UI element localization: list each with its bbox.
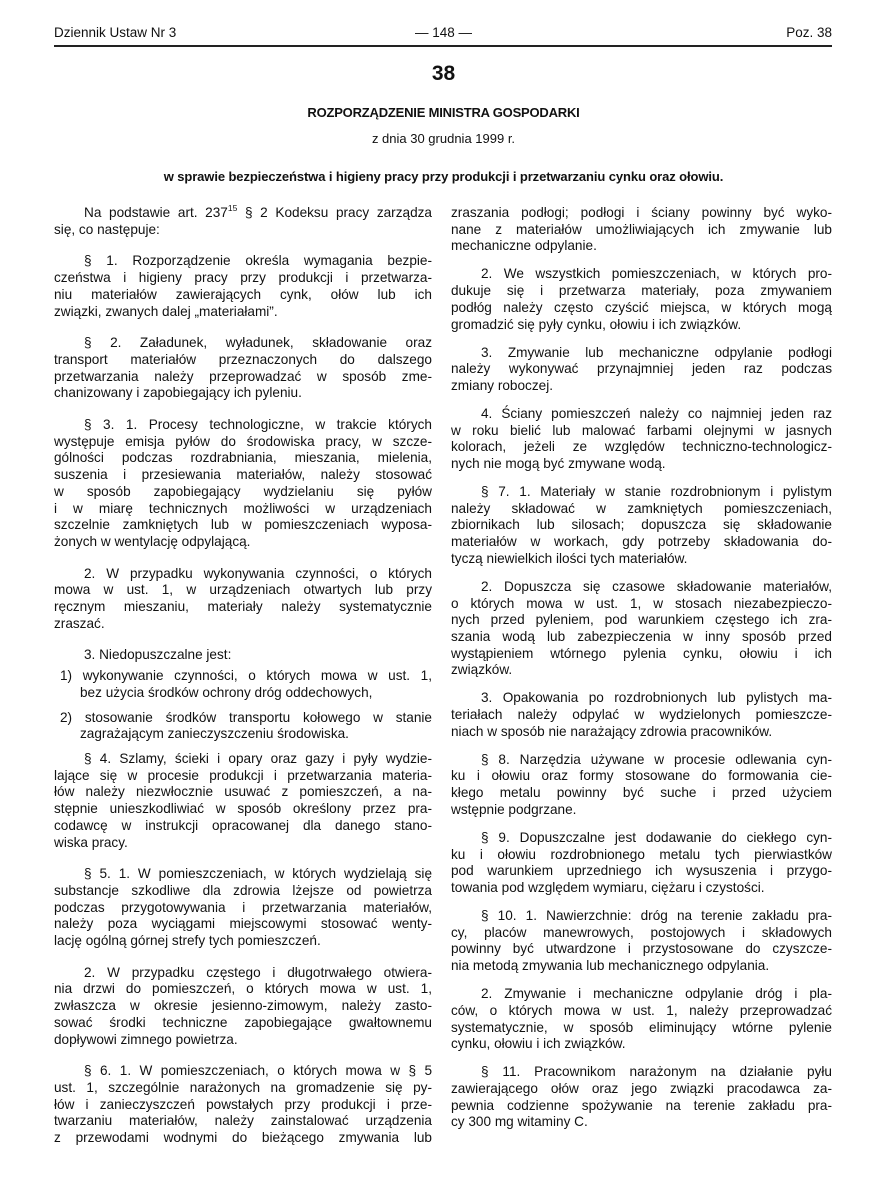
text-segment: transport materiałów przeznaczonych do dalszego — [54, 351, 432, 367]
text-segment: podłóg należy często czyścić miejsca, w których mogą — [451, 299, 832, 315]
text-line — [451, 596, 832, 613]
paragraph — [54, 205, 432, 238]
text-line — [451, 802, 832, 819]
text-segment: podczas przygotowywania i przetwarzania materiałów, — [54, 899, 432, 915]
text-segment: niach w sposób nie narażający zdrowia pracowników. — [451, 723, 773, 739]
text-line — [451, 1020, 832, 1037]
text-line — [54, 1113, 432, 1130]
text-line — [451, 345, 832, 362]
text-segment: 2) stosowanie środków transportu kołowego w stanie — [60, 709, 432, 725]
text-segment: 2. Zmywanie i mechaniczne odpylanie dróg i pla- — [481, 986, 832, 1002]
text-segment: zmiany roboczej. — [451, 377, 553, 393]
text-line — [451, 484, 832, 501]
text-segment: 2. Dopuszcza się czasowe składowanie materiałów, — [481, 578, 832, 594]
text-segment: z przewodami wodnymi do bieżącego zmywania lub — [54, 1130, 432, 1146]
text-segment: należy poza wyciągami miejscowymi stosować wenty- — [54, 916, 432, 932]
text-segment: ku i ołowiu rozdrobnionego metalu tych pierwiastków — [451, 846, 832, 862]
text-segment: ców, o których mowa w ust. 1, należy przeprowadzać — [451, 1002, 832, 1018]
text-line — [451, 551, 832, 568]
text-line — [451, 439, 832, 456]
text-segment: mowa w ust. 1, w urządzeniach otwartych lub przy — [54, 582, 432, 598]
text-line — [451, 847, 832, 864]
text-segment: § 2 Kodeksu pracy zarządza — [237, 205, 432, 220]
text-line — [451, 378, 832, 395]
text-segment: ust. 1, szczególnie narażonych na gromadzenie się py- — [54, 1079, 432, 1095]
text-line — [451, 1081, 832, 1098]
text-segment: nia drzwi do pomieszczeń, o których mowa w ust. 1, — [54, 981, 432, 997]
text-line — [451, 517, 832, 534]
text-line — [54, 900, 432, 917]
text-line — [54, 784, 432, 801]
text-line — [54, 450, 432, 467]
text-line — [451, 238, 832, 255]
text-line — [54, 385, 432, 402]
text-line — [54, 998, 432, 1015]
text-line — [451, 863, 832, 880]
paragraph — [451, 484, 832, 568]
paragraph — [451, 1064, 832, 1131]
act-subject: w sprawie bezpieczeństwa i higieny pracy przy produkcji i przetwarzaniu cynku oraz ołowiu. — [163, 169, 724, 184]
text-line — [54, 501, 432, 518]
text-line — [54, 222, 432, 239]
text-line — [451, 317, 832, 334]
paragraph — [54, 253, 432, 320]
text-line — [54, 270, 432, 287]
paragraph — [54, 866, 432, 950]
text-segment: zraszania podłogi; podłogi i ściany powinny być wyko- — [451, 205, 832, 220]
text-segment: nane z materiałów umożliwiających ich zmywanie lub — [451, 221, 832, 237]
text-segment: cy, placów manewrowych, postojowych i składowych — [451, 924, 832, 940]
text-line — [451, 534, 832, 551]
text-segment: § 11. Pracownikom narażonym na działanie pyłu — [481, 1064, 832, 1080]
text-line — [451, 785, 832, 802]
text-line — [451, 880, 832, 897]
text-segment: materiałów w workach, gdy potrzeby składowania do- — [451, 534, 832, 550]
text-line — [54, 1130, 432, 1147]
text-line — [451, 1064, 832, 1081]
text-segment: 2. W przypadku wykonywania czynności, o których — [84, 565, 432, 581]
text-segment: 4. Ściany pomieszczeń należy co najmniej jeden raz — [481, 405, 832, 421]
act-date: z dnia 30 grudnia 1999 r. — [371, 131, 516, 146]
text-line — [54, 1080, 432, 1097]
text-segment: substancje szkodliwe dla zdrowia lżejsze od powietrza — [54, 882, 432, 898]
text-line — [54, 1032, 432, 1049]
header-rule — [54, 45, 832, 47]
text-line — [54, 599, 432, 616]
text-segment: ku i ołowiu oraz formy stosowane do formowania cie- — [451, 768, 832, 784]
text-segment: należy wykonywać przynajmniej jeden raz podczas — [451, 361, 832, 377]
paragraph — [451, 908, 832, 975]
text-line — [451, 768, 832, 785]
text-line — [54, 685, 432, 702]
text-segment: 3. Niedopuszczalne jest: — [84, 647, 232, 663]
text-segment: wstępnie podgrzane. — [451, 801, 577, 817]
text-line — [54, 668, 432, 685]
text-segment: należy składować w zamkniętych pomieszczeniach, — [451, 500, 832, 516]
text-line — [54, 335, 432, 352]
text-line — [451, 925, 832, 942]
text-segment: szczelnie zamkniętych lub w pomieszczeniach wyposa- — [54, 517, 432, 533]
text-segment: sować środki techniczne zapobiegające gwałtownemu — [54, 1014, 432, 1030]
text-line — [451, 266, 832, 283]
text-line — [451, 205, 832, 222]
text-segment: zagrażającym zanieczyszczeniu środowiska. — [80, 726, 349, 742]
text-line — [451, 283, 832, 300]
text-segment: bez użycia środków ochrony dróg oddechowych, — [80, 684, 373, 700]
text-segment: zwłaszcza w okresie jesienno-zimowym, należy zasto- — [54, 998, 432, 1014]
text-line — [451, 423, 832, 440]
text-line — [54, 352, 432, 369]
text-line — [451, 690, 832, 707]
text-segment: gromadzić się pyły cynku, ołowiu i ich związków. — [451, 316, 742, 332]
left-column — [54, 205, 432, 1162]
paragraph — [451, 986, 832, 1053]
paragraph — [451, 205, 832, 255]
text-segment: § 4. Szlamy, ścieki i opary oraz gazy i pyły wydzie- — [84, 750, 432, 766]
text-segment: teriałach należy odpylać w wydzielonych pomieszcze- — [451, 707, 832, 723]
text-line — [54, 304, 432, 321]
text-line — [451, 629, 832, 646]
text-segment: wiska pracy. — [54, 834, 128, 850]
text-line — [451, 222, 832, 239]
text-line — [451, 300, 832, 317]
text-segment: § 9. Dopuszczalne jest dodawanie do ciekłego cyn- — [481, 829, 832, 845]
text-line — [451, 986, 832, 1003]
text-segment: twarzaniu materiałów, należy zainstalować urządzenia — [54, 1113, 432, 1129]
paragraph — [54, 1063, 432, 1147]
act-title: ROZPORZĄDZENIE MINISTRA GOSPODARKI — [307, 105, 580, 120]
text-segment: stępnie unieszkodliwiać w sposób określony przez pra- — [54, 801, 432, 817]
text-segment: § 1. Rozporządzenie określa wymagania bezpie- — [84, 253, 432, 269]
text-line — [54, 434, 432, 451]
paragraph — [451, 266, 832, 333]
text-line — [451, 579, 832, 596]
text-line — [54, 205, 432, 222]
text-line — [54, 726, 432, 743]
paragraph — [451, 579, 832, 679]
paragraph — [54, 566, 432, 633]
text-line — [451, 752, 832, 769]
text-segment: łów i zanieczyszczeń powstałych przy produkcji i prze- — [54, 1096, 432, 1112]
text-line — [54, 566, 432, 583]
text-line — [54, 866, 432, 883]
text-line — [451, 646, 832, 663]
text-line — [451, 724, 832, 741]
text-line — [54, 467, 432, 484]
text-line — [54, 1063, 432, 1080]
paragraph — [451, 345, 832, 395]
text-segment: 2. W przypadku częstego i długotrwałego otwiera- — [84, 964, 432, 980]
text-segment: i w miarę technicznych możliwości w urządzeniach — [54, 500, 432, 516]
text-segment: łów należy niezwłocznie usuwać z pomieszczeń, a na- — [54, 784, 432, 800]
text-segment: cynku, ołowiu i ich związków. — [451, 1036, 626, 1052]
text-segment: się, co następuje: — [54, 221, 160, 237]
text-line — [54, 253, 432, 270]
text-line — [54, 710, 432, 727]
text-line — [54, 768, 432, 785]
text-segment: 2. We wszystkich pomieszczeniach, w których pro- — [481, 266, 832, 282]
text-line — [54, 484, 432, 501]
text-line — [54, 417, 432, 434]
text-line — [451, 707, 832, 724]
text-segment: szania wodą lub zabezpieczenia w inny sposób przed — [451, 628, 832, 644]
text-segment: pod warunkiem uprzedniego ich wysuszenia i przygo- — [451, 863, 832, 879]
text-line — [54, 883, 432, 900]
text-line — [451, 456, 832, 473]
text-segment: czeństwa i higieny pracy przy produkcji i przetwarza- — [54, 270, 432, 286]
text-segment: systematycznie, w sposób eliminujący wtórne pylenie — [451, 1019, 832, 1035]
paragraph — [54, 417, 432, 551]
text-segment: o których mowa w ust. 1, w stosach niezabezpieczo- — [451, 595, 832, 611]
paragraph — [54, 965, 432, 1049]
text-line — [451, 1098, 832, 1115]
paragraph — [54, 751, 432, 851]
text-segment: § 3. 1. Procesy technologiczne, w trakcie których — [84, 417, 432, 433]
text-segment: w sposób zapobiegający wydzielaniu się pyłów — [54, 483, 432, 499]
text-line — [451, 1036, 832, 1053]
text-line — [54, 835, 432, 852]
text-segment: żonych w wentylację odpylającą. — [54, 533, 251, 549]
text-segment: nych nie mogą być zmywane wodą. — [451, 456, 666, 472]
text-segment: 3. Zmywanie lub mechaniczne odpylanie podłogi — [481, 344, 832, 360]
right-column — [451, 205, 832, 1142]
text-line — [54, 534, 432, 551]
text-segment: suszenia i przesiewania materiałów, należy stosować — [54, 467, 432, 483]
text-line — [54, 582, 432, 599]
text-line — [451, 361, 832, 378]
text-segment: towania pod względem wymiaru, ciężaru i czystości. — [451, 879, 765, 895]
text-segment: § 5. 1. W pomieszczeniach, w których wydzielają się — [84, 866, 432, 882]
text-line — [451, 958, 832, 975]
text-line — [54, 1097, 432, 1114]
paragraph — [451, 830, 832, 897]
text-segment: kłego metalu powinny być suche i przed użyciem — [451, 785, 832, 801]
text-line — [54, 981, 432, 998]
text-line — [54, 916, 432, 933]
paragraph — [54, 647, 432, 664]
text-segment: Na podstawie art. 237 — [84, 205, 228, 220]
text-segment: ręcznym mieszaniu, materiały należy systematycznie — [54, 599, 432, 615]
position-number: 38 — [431, 62, 456, 85]
text-segment: powinny być utwardzone i przystosowane do czyszcze- — [451, 941, 832, 957]
text-line — [54, 818, 432, 835]
text-line — [451, 1003, 832, 1020]
text-segment: dukuje się i przetwarza materiały, poza zmywaniem — [451, 283, 832, 299]
journal-name: Dziennik Ustaw Nr 3 — [54, 25, 177, 40]
text-line — [451, 406, 832, 423]
list-item — [54, 668, 432, 701]
paragraph — [54, 335, 432, 402]
paragraph — [451, 406, 832, 473]
text-line — [54, 369, 432, 386]
text-line — [54, 801, 432, 818]
text-line — [54, 647, 432, 664]
text-segment: tyczą niewielkich ilości tych materiałów. — [451, 550, 688, 566]
text-line — [451, 908, 832, 925]
paragraph — [451, 752, 832, 819]
text-segment: § 7. 1. Materiały w stanie rozdrobnionym i pylistym — [481, 484, 832, 500]
text-segment: gólności podczas rozdrabniania, mieszania, mielenia, — [54, 450, 432, 466]
text-segment: 1) wykonywanie czynności, o których mowa w ust. 1, — [60, 668, 432, 684]
text-segment: zawierającego ołów oraz jego związki pracodawca za- — [451, 1080, 832, 1096]
text-line — [451, 941, 832, 958]
text-line — [54, 616, 432, 633]
text-segment: dopływowi zimnego powietrza. — [54, 1031, 238, 1047]
text-line — [54, 933, 432, 950]
page-number: — 148 — — [414, 25, 473, 40]
text-segment: zbiornikach lub silosach; dopuszcza się składowanie — [451, 517, 832, 533]
text-line — [451, 1114, 832, 1131]
text-line — [451, 830, 832, 847]
text-segment: § 2. Załadunek, wyładunek, składowanie oraz — [84, 335, 432, 351]
text-line — [54, 1015, 432, 1032]
text-segment: codawcę w instrukcji opracowanej dla danego stano- — [54, 817, 432, 833]
text-segment: nych przed pyleniem, pod warunkiem częstego ich zra- — [451, 612, 832, 628]
text-line — [54, 965, 432, 982]
text-segment: wystąpieniem wtórnego pylenia cynku, ołowiu i ich — [451, 645, 832, 661]
text-segment: niu materiałów zawierających cynk, ołów lub ich — [54, 286, 432, 302]
position-reference: Poz. 38 — [786, 25, 832, 40]
text-segment: zraszać. — [54, 615, 105, 631]
text-segment: związków. — [451, 662, 513, 678]
text-segment: związki, zwanych dalej „materiałami”. — [54, 303, 278, 319]
text-segment: lające się w procesie produkcji i przetwarzania materia- — [54, 767, 432, 783]
text-segment: § 10. 1. Nawierzchnie: dróg na terenie zakładu pra- — [481, 907, 832, 923]
text-segment: kolorach, jeżeli ze względów techniczno-technologicz- — [451, 439, 832, 455]
text-segment: w roku bielić lub malować farbami olejnymi w jasnych — [451, 422, 832, 438]
text-segment: cy 300 mg witaminy C. — [451, 1114, 588, 1130]
text-line — [451, 501, 832, 518]
text-segment: lację ogólną górnej strefy tych pomieszczeń. — [54, 933, 321, 949]
text-segment: pewnia codzienne spożywanie na terenie zakładu pra- — [451, 1097, 832, 1113]
text-line — [451, 612, 832, 629]
list-item — [54, 710, 432, 743]
text-line — [54, 287, 432, 304]
text-segment: § 6. 1. W pomieszczeniach, o których mowa w § 5 — [84, 1063, 432, 1079]
superscript: 15 — [227, 203, 238, 213]
text-line — [54, 751, 432, 768]
paragraph — [451, 690, 832, 740]
text-segment: nia metodą zmywania lub mechanicznego odpylania. — [451, 958, 770, 974]
text-segment: § 8. Narzędzia używane w procesie odlewania cyn- — [481, 751, 832, 767]
text-segment: 3. Opakowania po rozdrobnionych lub pylistych ma- — [481, 690, 832, 706]
text-line — [54, 517, 432, 534]
text-segment: mechaniczne odpylanie. — [451, 238, 597, 254]
text-line — [451, 662, 832, 679]
text-segment: przetwarzania należy przeprowadzać w sposób zme- — [54, 368, 432, 384]
text-segment: występuje emisja pyłów do środowiska pracy, w szcze- — [54, 433, 432, 449]
text-segment: chanizowany i zapobiegający ich pyleniu. — [54, 385, 302, 401]
